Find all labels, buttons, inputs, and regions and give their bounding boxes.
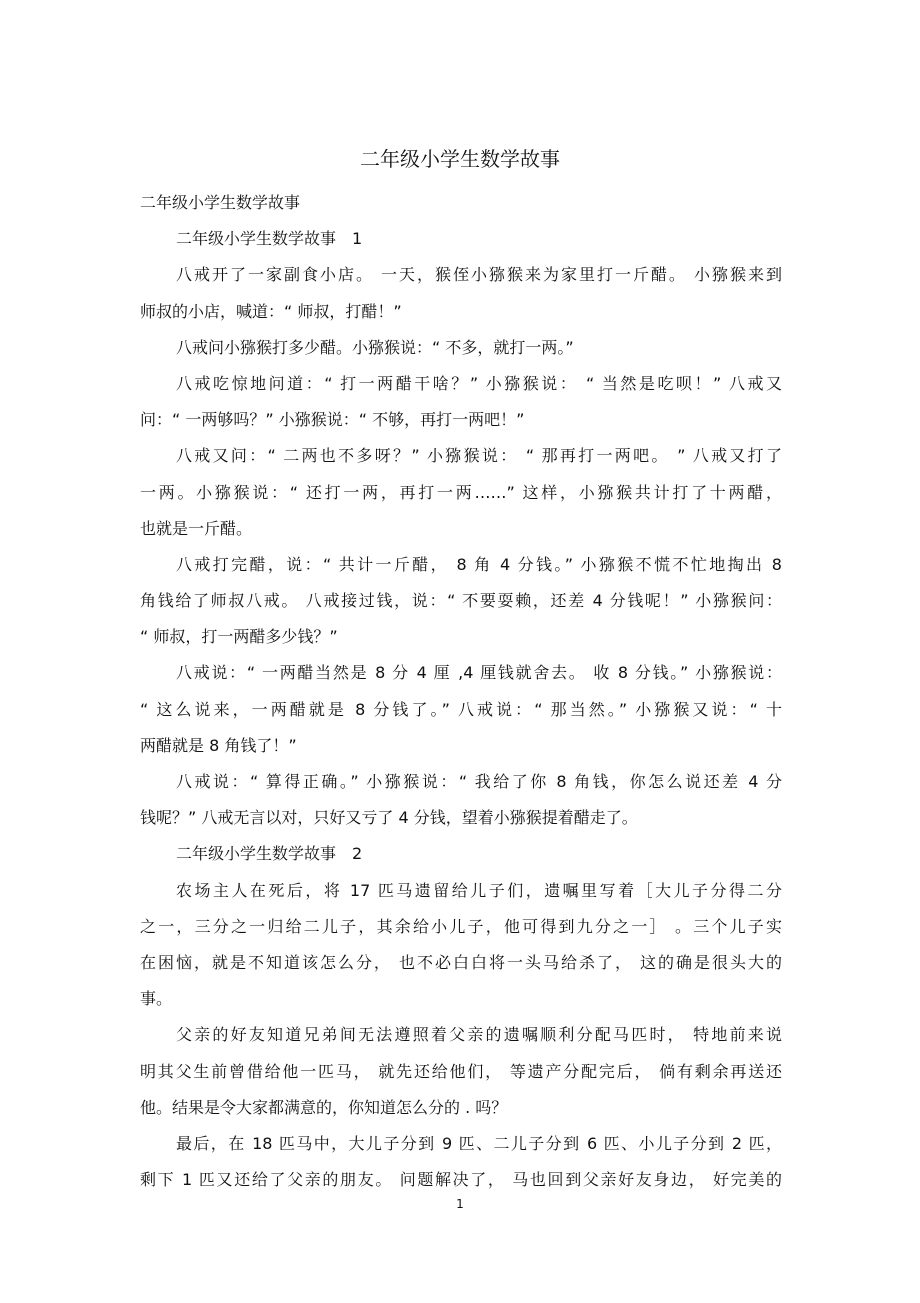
text-line: 事。 xyxy=(140,989,173,1009)
paragraph xyxy=(140,226,782,262)
paragraph xyxy=(140,1022,782,1131)
text-line: 八戒打完醋，说：“ 共计一斤醋， 8 角 4 分钱。” 小猕猴不慌不忙地掏出 8 xyxy=(176,554,782,574)
paragraph xyxy=(140,660,782,769)
text-line: 八戒说：“ 一两醋当然是 8 分 4 厘 ,4 厘钱就舍去。 收 8 分钱。” 小猕猴说： xyxy=(176,663,782,683)
paragraph xyxy=(140,262,782,334)
text-line: 八戒开了一家副食小店。 一天，猴侄小猕猴来为家里打一斤醋。 小猕猴来到 xyxy=(176,265,782,285)
document-title: 二年级小学生数学故事 xyxy=(360,147,560,171)
text-line: 二年级小学生数学故事 1 xyxy=(176,229,363,249)
text-line: 他。结果是令大家都满意的，你知道怎么分的 . 吗？ xyxy=(140,1097,508,1117)
text-line: 二年级小学生数学故事 2 xyxy=(176,844,363,864)
paragraph xyxy=(140,335,782,371)
text-line: 两醋就是 8 角钱了！” xyxy=(140,735,297,755)
text-line: 剩下 1 匹又还给了父亲的朋友。 问题解决了， 马也回到父亲好友身边， 好完美的 xyxy=(140,1170,782,1190)
paragraph xyxy=(140,769,782,841)
paragraph xyxy=(140,552,782,661)
text-line: “ 师叔，打一两醋多少钱？” xyxy=(140,627,338,647)
text-line: 最后，在 18 匹马中，大儿子分到 9 匹、二儿子分到 6 匹、小儿子分到 2 匹， xyxy=(176,1133,782,1153)
text-line: 问：“ 一两够吗？” 小猕猴说：“ 不够，再打一两吧！” xyxy=(140,410,525,430)
page-number: 1 xyxy=(456,1197,464,1211)
text-line: 在困恼，就是不知道该怎么分， 也不必白白将一头马给杀了， 这的确是很头大的 xyxy=(140,952,782,972)
text-line: 也就是一斤醋。 xyxy=(140,518,253,538)
text-line: 农场主人在死后，将 17 匹马遗留给儿子们，遗嘱里写着［大儿子分得二分 xyxy=(176,880,782,900)
text-line: 角钱给了师叔八戒。 八戒接过钱，说：“ 不要耍赖，还差 4 分钱呢！” 小猕猴问： xyxy=(140,591,782,611)
text-line: “ 这么说来，一两醋就是 8 分钱了。” 八戒说：“ 那当然。” 小猕猴又说：“ 十 xyxy=(140,699,782,719)
text-line: 明其父生前曾借给他一匹马， 就先还给他们， 等遗产分配完后， 倘有剩余再送还 xyxy=(140,1061,782,1081)
text-line: 之一，三分之一归给二儿子，其余给小儿子，他可得到九分之一］ 。三个儿子实 xyxy=(140,916,782,936)
text-line: 八戒吃惊地问道：“ 打一两醋干啥？” 小猕猴说： “ 当然是吃呗！” 八戒又 xyxy=(176,373,782,393)
text-line: 二年级小学生数学故事 xyxy=(140,193,301,212)
paragraph xyxy=(140,371,782,443)
text-line: 父亲的好友知道兄弟间无法遵照着父亲的遗嘱顺利分配马匹时， 特地前来说 xyxy=(176,1025,782,1045)
paragraph xyxy=(140,443,782,552)
text-line: 八戒问小猕猴打多少醋。小猕猴说：“ 不多，就打一两。” xyxy=(176,337,574,357)
text-line: 一两。小猕猴说：“ 还打一两，再打一两……” 这样，小猕猴共计打了十两醋， xyxy=(140,482,782,502)
paragraph xyxy=(140,841,782,877)
text-line: 八戒又问：“ 二两也不多呀？” 小猕猴说： “ 那再打一两吧。 ” 八戒又打了 xyxy=(176,446,782,466)
text-line: 师叔的小店，喊道：“ 师叔，打醋！” xyxy=(140,301,402,321)
paragraph xyxy=(140,1131,782,1203)
document-body xyxy=(140,190,782,1203)
text-line: 钱呢？” 八戒无言以对，只好又亏了 4 分钱，望着小猕猴提着醋走了。 xyxy=(140,808,638,828)
paragraph xyxy=(140,878,782,1023)
text-line: 八戒说：“ 算得正确。” 小猕猴说：“ 我给了你 8 角钱，你怎么说还差 4 分 xyxy=(176,772,782,791)
paragraph xyxy=(140,190,782,226)
